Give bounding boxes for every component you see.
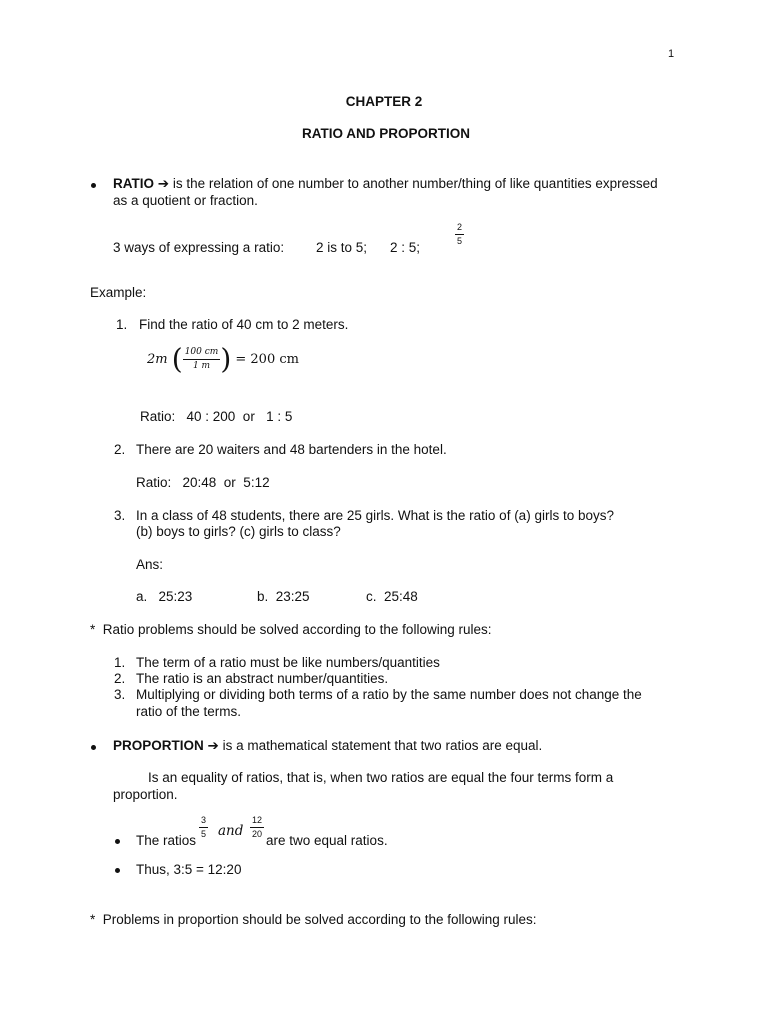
fraction-denominator: 5 (201, 829, 207, 839)
ratio-rule-3-text-line1: Multiplying or dividing both terms of a ratio by the same number does not change the (136, 687, 642, 702)
example-1-math (147, 341, 299, 379)
fraction-denominator: 20 (252, 829, 263, 839)
example-3-answer-b: b. 23:25 (257, 589, 310, 604)
fraction-numerator: 3 (199, 816, 208, 828)
example-3-answer-a: a. 25:23 (136, 589, 193, 604)
ratio-way-2: 2 : 5; (390, 240, 421, 255)
fraction-numerator: 12 (250, 816, 264, 828)
math-fraction-numerator: 100 cm (183, 348, 221, 360)
fraction-denominator: 5 (457, 236, 463, 246)
ratio-rule-1-text: The term of a ratio must be like numbers/quantities (136, 655, 440, 670)
proportion-equality-line1: Is an equality of ratios, that is, when two ratios are equal the four terms form a (148, 770, 614, 785)
example-3-number: 3. (114, 508, 126, 523)
right-paren: ) (220, 342, 232, 376)
example-3-text-line2: (b) boys to girls? (c) girls to class? (136, 524, 341, 539)
ratio-rule-1-number: 1. (114, 655, 126, 670)
ratio-way-3-fraction (455, 223, 464, 246)
example-3-text-line1: In a class of 48 students, there are 25 girls. What is the ratio of (a) girls to boys? (136, 508, 614, 523)
ratio-rule-3-text-line2: ratio of the terms. (136, 704, 242, 719)
proportion-fraction-2 (250, 816, 264, 839)
example-2-number: 2. (114, 442, 126, 457)
ratio-definition (113, 176, 658, 192)
ratio-rule-3-number: 3. (114, 687, 126, 702)
example-2-ratio: Ratio: 20:48 or 5:12 (136, 475, 270, 490)
ratio-way-1: 2 is to 5; (316, 240, 368, 255)
bullet (115, 839, 120, 844)
example-3-ans-label: Ans: (136, 557, 164, 572)
fraction-numerator: 2 (455, 223, 464, 235)
left-paren: ( (171, 342, 183, 376)
proportion-definition (113, 738, 542, 754)
proportion-fraction-1 (199, 816, 208, 839)
ratio-term: RATIO (113, 176, 154, 191)
ratio-rule-2-number: 2. (114, 671, 126, 686)
proportion-and: and (218, 823, 244, 839)
ratios-label: The ratios (136, 833, 197, 848)
math-rhs: = 200 cm (235, 352, 299, 367)
example-label: Example: (90, 285, 147, 300)
example-2-text: There are 20 waiters and 48 bartenders in the hotel. (136, 442, 447, 457)
proportion-thus: Thus, 3:5 = 12:20 (136, 862, 242, 877)
example-3-answer-c: c. 25:48 (366, 589, 418, 604)
page-title: RATIO AND PROPORTION (302, 126, 470, 141)
ratio-definition-text: is the relation of one number to another number/thing of like quantities expressed (169, 176, 658, 191)
bullet (91, 745, 96, 750)
arrow-icon: ➔ (157, 176, 170, 191)
math-lhs: 2m (147, 352, 168, 367)
math-fraction-denominator: 1 m (192, 361, 211, 371)
proportion-equality-line2: proportion. (113, 787, 178, 802)
ratio-rule-2-text: The ratio is an abstract number/quantities. (136, 671, 389, 686)
bullet (91, 183, 96, 188)
ratios-suffix: are two equal ratios. (266, 833, 388, 848)
example-1-ratio: Ratio: 40 : 200 or 1 : 5 (140, 409, 293, 424)
proportion-term: PROPORTION (113, 738, 204, 753)
ratio-rules-intro: * Ratio problems should be solved according to the following rules: (90, 622, 492, 637)
proportion-definition-text: is a mathematical statement that two ratios are equal. (218, 738, 543, 753)
page-number: 1 (668, 48, 675, 60)
chapter-heading: CHAPTER 2 (345, 94, 423, 109)
ratio-ways-label: 3 ways of expressing a ratio: (113, 240, 285, 255)
ratio-definition-line2: as a quotient or fraction. (113, 193, 258, 208)
arrow-icon: ➔ (207, 738, 219, 753)
example-1-text: Find the ratio of 40 cm to 2 meters. (139, 317, 349, 332)
example-1-number: 1. (116, 317, 128, 332)
proportion-rules-intro: * Problems in proportion should be solved according to the following rules: (90, 912, 537, 927)
bullet (115, 868, 120, 873)
